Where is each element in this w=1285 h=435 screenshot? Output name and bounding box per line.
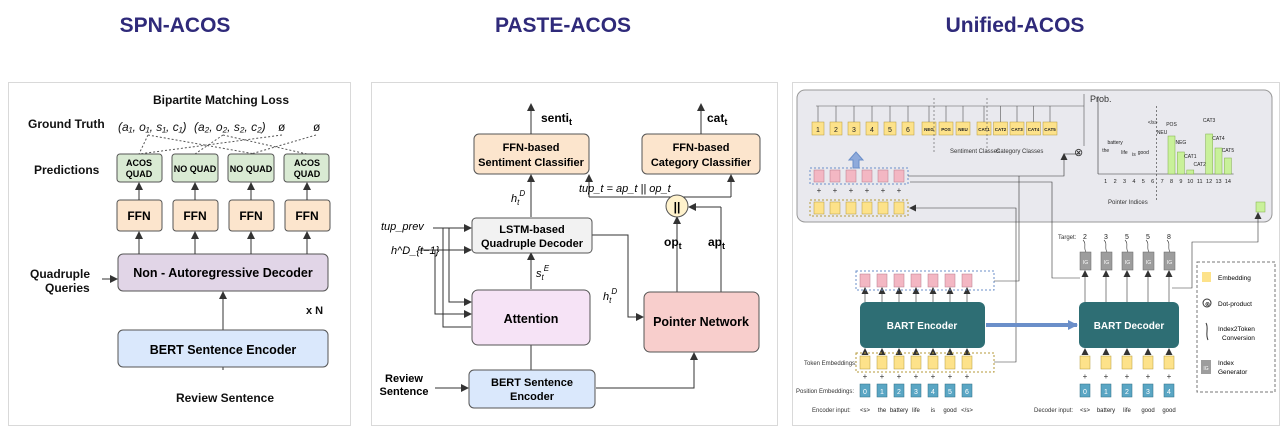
bar-axis-tick: 1: [1104, 179, 1108, 185]
prediction-box-3: [228, 154, 274, 182]
lstm-quadruple-decoder: [472, 218, 592, 253]
plus-sign: +: [880, 186, 886, 195]
svg-text:Quadruple Decoder: Quadruple Decoder: [480, 238, 584, 250]
sentiment-classes-label: Sentiment Classes: [950, 149, 1001, 155]
svg-text:ACOS: ACOS: [125, 158, 153, 168]
encoder-hidden-state: [877, 274, 887, 287]
svg-text:BERT Sentence: BERT Sentence: [491, 377, 573, 389]
svg-text:FFN: FFN: [127, 209, 151, 223]
prob-bar: [1224, 158, 1231, 174]
decoder-position-label: 2: [1125, 389, 1129, 396]
plus-sign: +: [964, 372, 970, 381]
decoder-hidden-state: [862, 170, 872, 182]
spn-acos-diagram: [8, 82, 351, 426]
prob-axis-label: Prob.: [1090, 94, 1112, 104]
index-token-label: 1: [816, 127, 820, 134]
ht-d-label-1: $h_t^D$: [511, 189, 526, 207]
paste-acos-diagram: [371, 82, 778, 426]
index-token-label: 2: [834, 127, 838, 134]
review-label-1: Review: [385, 373, 423, 385]
svg-text:FFN: FFN: [295, 209, 319, 223]
paste-acos-title: PASTE-ACOS: [494, 14, 632, 37]
bar-axis-tick: 5: [1141, 179, 1145, 185]
encoder-token-embedding: [945, 356, 955, 369]
encoder-token-embedding: [911, 356, 921, 369]
index-token-label: 5: [888, 127, 892, 134]
encoder-position-label: 0: [863, 389, 867, 396]
concat-node: [666, 195, 688, 217]
decoder-token-embedding: [1122, 356, 1132, 369]
plus-sign: +: [1145, 372, 1151, 381]
encoder-token-label: the: [877, 408, 887, 414]
encoder-token-label: is: [930, 408, 936, 414]
sentiment-token-label: NEU: [958, 127, 968, 132]
quadruple-queries-label-2: Queries: [45, 281, 90, 295]
op-label: $op_t$: [664, 235, 682, 251]
target-index: 2: [1083, 234, 1087, 241]
bar-axis-tick: 4: [1132, 179, 1136, 185]
plus-sign: +: [879, 372, 885, 381]
svg-text:||: ||: [673, 200, 681, 214]
svg-text:LSTM-based: LSTM-based: [499, 224, 565, 236]
svg-text:Attention: Attention: [503, 312, 559, 326]
legend-index2token-2: Conversion: [1222, 335, 1255, 342]
decoder-token-label: battery: [1096, 408, 1116, 414]
bar-axis-tick: 7: [1160, 179, 1164, 185]
decoder-embedding: [814, 202, 824, 214]
h-prev-label: h^D_{t−1}: [391, 245, 440, 257]
ste-label: $s_t^E$: [536, 264, 550, 282]
bar-word-label: CAT2: [1193, 162, 1206, 168]
category-classes-label: Category Classes: [996, 149, 1044, 155]
encoder-position-label: 6: [965, 389, 969, 396]
plus-sign: +: [1082, 372, 1088, 381]
ht-d-label-2: $h_t^D$: [603, 287, 618, 305]
bart-encoder: [860, 302, 985, 348]
dot-product-symbol: ⊗: [1074, 147, 1084, 159]
plus-sign: +: [896, 186, 902, 195]
index-generator-label: IG: [1103, 260, 1110, 266]
cat-output: cat$_t$: [707, 111, 728, 127]
category-classifier: [642, 134, 760, 174]
legend-index-gen-1: Index: [1218, 360, 1234, 367]
spn-acos-title: SPN-ACOS: [119, 14, 231, 37]
category-token-label: CAT2: [994, 127, 1007, 132]
bar-word-label: is: [1132, 152, 1136, 158]
decoder-input-label: Decoder input:: [1034, 408, 1074, 414]
index-token-label: 4: [870, 127, 874, 134]
prediction-box-1: [117, 154, 162, 182]
encoder-token-embedding: [928, 356, 938, 369]
decoder-hidden-state: [846, 170, 856, 182]
ffn-box-1: [117, 200, 162, 231]
svg-text:FFN-based: FFN-based: [502, 142, 560, 154]
tup-prev-label: tup_prev: [381, 221, 424, 233]
encoder-position-label: 5: [948, 389, 952, 396]
decoder-hidden-state: [878, 170, 888, 182]
plus-sign: +: [862, 372, 868, 381]
unified-acos-title: Unified-ACOS: [945, 14, 1085, 37]
svg-text:Encoder: Encoder: [509, 391, 555, 403]
decoder-hidden-state: [830, 170, 840, 182]
decoder-embedding: [878, 202, 888, 214]
decoder-token-label: life: [1123, 408, 1131, 414]
ffn-box-3: [229, 200, 274, 231]
prediction-box-4: [284, 154, 329, 182]
legend-dot-product: Dot-product: [1218, 301, 1252, 308]
plus-sign: +: [930, 372, 936, 381]
non-autoregressive-decoder: [118, 254, 328, 291]
bar-axis-tick: 11: [1196, 179, 1203, 185]
bar-word-label: battery: [1107, 140, 1123, 146]
target-index: 5: [1146, 234, 1150, 241]
svg-text:ACOS: ACOS: [293, 158, 321, 168]
legend-index2token-1: Index2Token: [1218, 326, 1255, 333]
encoder-token-embedding: [860, 356, 870, 369]
decoder-token-embedding: [1164, 356, 1174, 369]
tup-formula: tup_t = ap_t || op_t: [579, 183, 671, 195]
token-embeddings-label: Token Embeddings:: [804, 361, 857, 367]
decoder-embedding: [846, 202, 856, 214]
bar-axis-tick: 13: [1215, 179, 1222, 185]
bar-axis-tick: 8: [1169, 179, 1174, 185]
decoder-embedding: [830, 202, 840, 214]
plus-sign: +: [913, 372, 919, 381]
pointer-indices-label: Pointer Indices: [1108, 200, 1148, 206]
svg-text:BART Decoder: BART Decoder: [1093, 321, 1165, 332]
bar-word-label: NEU: [1156, 130, 1168, 136]
svg-text:NO QUAD: NO QUAD: [173, 164, 217, 174]
svg-text:Pointer Network: Pointer Network: [653, 315, 749, 329]
decoder-position-label: 1: [1104, 389, 1108, 396]
prediction-box-2: [172, 154, 218, 182]
plus-sign: +: [832, 186, 838, 195]
target-label: Target:: [1058, 235, 1077, 241]
target-index: 5: [1125, 234, 1129, 241]
decoder-token-embedding: [1143, 356, 1153, 369]
plus-sign: +: [1166, 372, 1172, 381]
bert-sentence-encoder: [469, 370, 595, 408]
encoder-position-label: 2: [897, 389, 901, 396]
decoder-token-embedding: [1080, 356, 1090, 369]
predictions-label: Predictions: [34, 163, 100, 177]
bar-word-label: </s>: [1147, 120, 1158, 126]
encoder-input-label: Encoder input:: [812, 408, 851, 414]
svg-text:Sentiment Classifier: Sentiment Classifier: [478, 157, 584, 169]
svg-text:IG: IG: [1203, 366, 1209, 372]
index-generator-label: IG: [1166, 260, 1173, 266]
ap-label: $ap_t$: [708, 235, 726, 251]
encoder-token-label: life: [912, 408, 920, 414]
bar-word-label: life: [1121, 150, 1128, 156]
bar-word-label: CAT1: [1184, 154, 1197, 160]
encoder-hidden-state: [928, 274, 938, 287]
decoder-position-label: 0: [1083, 389, 1087, 396]
svg-text:FFN-based: FFN-based: [672, 142, 730, 154]
svg-text:Category Classifier: Category Classifier: [650, 157, 752, 169]
decoder-token-label: good: [1162, 408, 1176, 414]
category-token-label: CAT1: [978, 127, 990, 132]
gt-empty-2: ø: [313, 120, 321, 134]
index-generator-label: IG: [1124, 260, 1131, 266]
bar-axis-tick: 2: [1113, 179, 1117, 185]
sentiment-token-label: POS: [941, 127, 951, 132]
encoder-token-label: good: [943, 408, 957, 414]
bar-axis-tick: 10: [1187, 179, 1194, 185]
svg-text:FFN: FFN: [183, 209, 207, 223]
review-sentence-input: Review Sentence: [175, 391, 275, 405]
decoder-hidden-state: [814, 170, 824, 182]
plus-sign: +: [864, 186, 870, 195]
decoder-embedding: [894, 202, 904, 214]
encoder-token-label: </s>: [961, 408, 973, 414]
legend: [1197, 262, 1275, 392]
encoder-position-label: 3: [914, 389, 918, 396]
bar-word-label: CAT3: [1202, 118, 1216, 124]
encoder-hidden-state: [911, 274, 921, 287]
unified-acos-diagram: [792, 82, 1280, 426]
svg-text:QUAD: QUAD: [293, 169, 321, 179]
bar-axis-tick: 3: [1122, 179, 1127, 185]
encoder-hidden-state: [860, 274, 870, 287]
bar-axis-tick: 6: [1151, 179, 1155, 185]
category-token-label: CAT4: [1027, 127, 1040, 132]
senti-output: senti$_t$: [541, 111, 573, 127]
encoder-hidden-state: [945, 274, 955, 287]
index-token-label: 3: [852, 127, 856, 134]
encoder-token-embedding: [962, 356, 972, 369]
sentiment-token-label: NEG: [924, 127, 934, 132]
position-embeddings-label: Position Embeddings:: [796, 389, 855, 395]
pointer-network-box: [644, 292, 759, 352]
legend-embedding-swatch: [1202, 272, 1211, 282]
svg-text:Non - Autoregressive Decoder: Non - Autoregressive Decoder: [133, 266, 313, 280]
bar-word-label: CAT4: [1212, 136, 1225, 142]
legend-embedding: Embedding: [1218, 275, 1251, 282]
decoder-position-label: 3: [1146, 389, 1150, 396]
category-token-label: CAT3: [1011, 127, 1023, 132]
encoder-token-label: battery: [889, 408, 909, 414]
index-generator-label: IG: [1145, 260, 1152, 266]
sentiment-classifier: [474, 134, 589, 174]
target-index: 3: [1104, 234, 1108, 241]
plus-sign: +: [816, 186, 822, 195]
plus-sign: +: [896, 372, 902, 381]
gt-quad-2: (a₂, o₂, s₂, c₂): [194, 120, 266, 134]
bar-word-label: CAT5: [1221, 148, 1235, 154]
decoder-token-label: <s>: [1079, 408, 1091, 414]
gt-quad-1: (a₁, o₁, s₁, c₁): [118, 120, 187, 134]
index-generator-label: IG: [1082, 260, 1089, 266]
ground-truth-label: Ground Truth: [28, 117, 105, 131]
svg-text:BERT Sentence Encoder: BERT Sentence Encoder: [149, 343, 297, 357]
decoder-token-label: good: [1141, 408, 1155, 414]
decoder-embedding: [862, 202, 872, 214]
bert-sentence-encoder: [118, 330, 328, 367]
ffn-box-4: [285, 200, 330, 231]
plus-sign: +: [1124, 372, 1130, 381]
bar-axis-tick: 14: [1224, 179, 1231, 185]
repeat-n-label: x N: [306, 305, 324, 317]
ffn-box-2: [173, 200, 218, 231]
legend-dot-symbol: ⊗: [1205, 302, 1211, 308]
category-token-label: CAT5: [1044, 127, 1056, 132]
decoder-hidden-state: [894, 170, 904, 182]
bar-axis-tick: 12: [1206, 179, 1213, 185]
encoder-token-label: <s>: [859, 408, 871, 414]
encoder-hidden-state: [962, 274, 972, 287]
plus-sign: +: [848, 186, 854, 195]
loss-title: Bipartite Matching Loss: [152, 93, 290, 107]
gt-empty-1: ø: [278, 120, 286, 134]
quadruple-queries-label-1: Quadruple: [30, 267, 91, 281]
encoder-position-label: 4: [931, 389, 935, 396]
prob-bar: [1168, 136, 1175, 174]
svg-text:NO QUAD: NO QUAD: [229, 164, 273, 174]
plus-sign: +: [947, 372, 953, 381]
encoder-token-embedding: [894, 356, 904, 369]
bart-decoder: [1079, 302, 1179, 348]
bar-word-label: POS: [1166, 122, 1177, 128]
encoder-token-embedding: [877, 356, 887, 369]
legend-index-gen-2: Generator: [1218, 369, 1248, 376]
attention-box: [472, 290, 590, 345]
encoder-position-label: 1: [880, 389, 884, 396]
encoder-hidden-state: [894, 274, 904, 287]
target-index: 8: [1167, 234, 1171, 241]
decoder-position-label: 4: [1167, 389, 1171, 396]
output-token-marker: [1256, 202, 1265, 212]
bar-word-label: good: [1137, 150, 1149, 156]
plus-sign: +: [1103, 372, 1109, 381]
decoder-token-embedding: [1101, 356, 1111, 369]
bar-word-label: the: [1102, 148, 1110, 154]
review-label-2: Sentence: [379, 386, 429, 398]
svg-text:FFN: FFN: [239, 209, 263, 223]
prob-bar: [1187, 170, 1194, 174]
svg-text:BART Encoder: BART Encoder: [886, 321, 958, 332]
svg-text:QUAD: QUAD: [125, 169, 153, 179]
bar-axis-tick: 9: [1179, 179, 1183, 185]
index-token-label: 6: [906, 127, 910, 134]
bar-word-label: NEG: [1175, 140, 1187, 146]
